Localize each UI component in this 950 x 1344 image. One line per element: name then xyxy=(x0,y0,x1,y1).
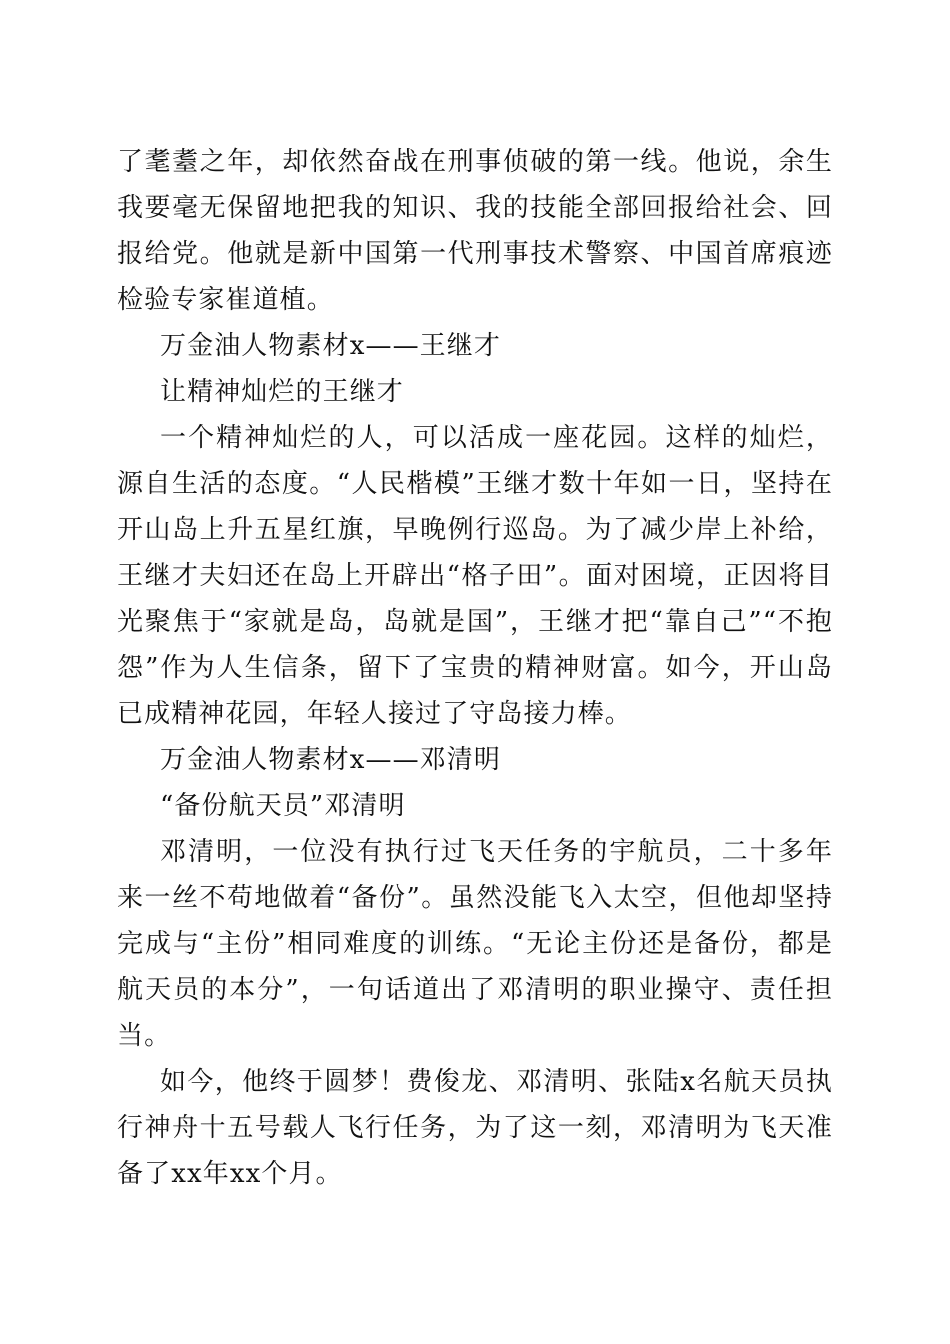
paragraph-wang-jicai: 一个精神灿烂的人，可以活成一座花园。这样的灿烂，源自生活的态度。“人民楷模”王继才数十年如一日，坚持在开山岛上升五星红旗，早晚例行巡岛。为了减少岸上补给，王继才夫妇还在岛上开辟出“格子田”。面对困境，正因将目光聚焦于“家就是岛，岛就是国”，王继才把“靠自己”“不抱怨”作为人生信条，留下了宝贵的精神财富。如今，开山岛已成精神花园，年轻人接过了守岛接力棒。 xyxy=(117,423,833,729)
paragraph-cui-daozhi-ending: 了耄耋之年，却依然奋战在刑事侦破的第一线。他说，余生我要毫无保留地把我的知识、我的技能全部回报给社会、回报给党。他就是新中国第一代刑事技术警察、中国首席痕迹检验专家崔道植。 xyxy=(117,147,833,315)
paragraph-deng-qingming-1: 邓清明，一位没有执行过飞天任务的宇航员，二十多年来一丝不苟地做着“备份”。虽然没能飞入太空，但他却坚持完成与“主份”相同难度的训练。“无论主份还是备份，都是航天员的本分”，一句话道出了邓清明的职业操守、责任担当。 xyxy=(117,837,833,1051)
subheading-deng-qingming: “备份航天员”邓清明 xyxy=(160,791,406,821)
paragraph-deng-qingming-2: 如今，他终于圆梦！费俊龙、邓清明、张陆x名航天员执行神舟十五号载人飞行任务，为了这一刻，邓清明为飞天准备了xx年xx个月。 xyxy=(117,1067,833,1189)
document-body xyxy=(117,139,833,1197)
section-heading-wang-jicai: 万金油人物素材x——王继才 xyxy=(160,331,501,361)
subheading-wang-jicai: 让精神灿烂的王继才 xyxy=(160,377,404,407)
section-heading-deng-qingming: 万金油人物素材x——邓清明 xyxy=(160,745,501,775)
